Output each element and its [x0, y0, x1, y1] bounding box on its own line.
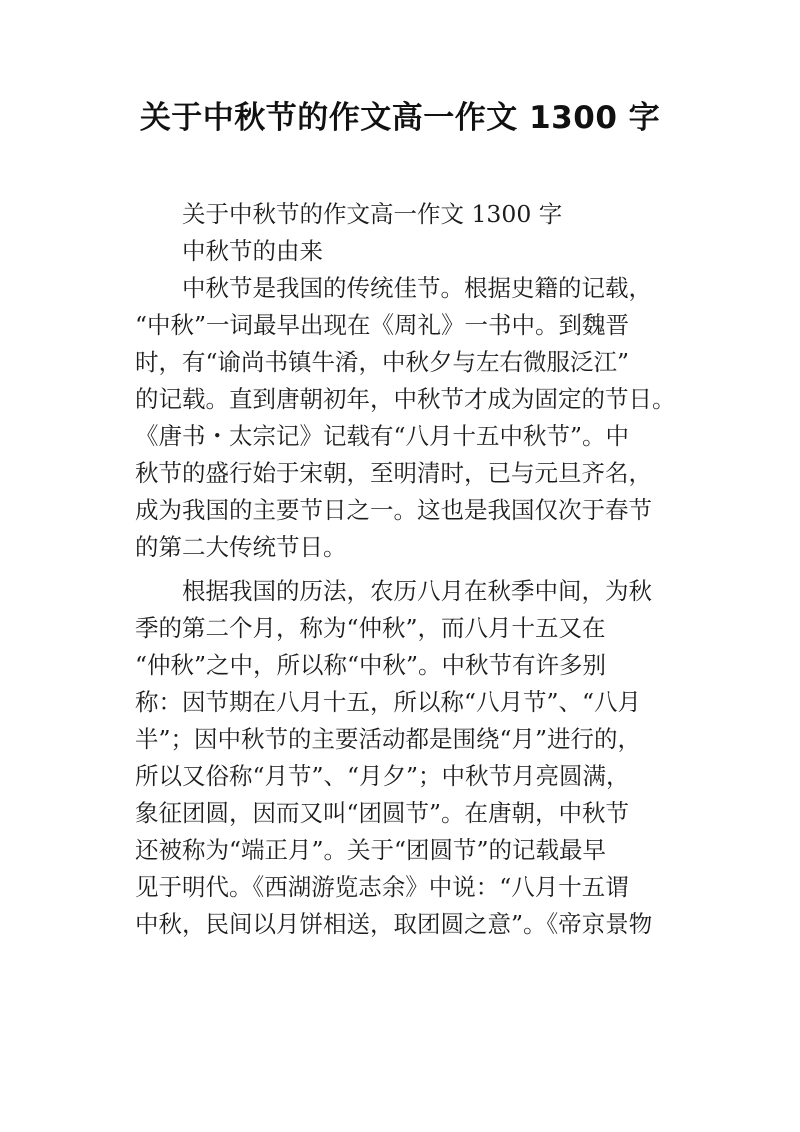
body-line: 见于明代。《西湖游览志余》中说：“八月十五谓 — [135, 873, 629, 901]
body-line: 关于中秋节的作文高一作文 1300 字 — [182, 200, 563, 228]
body-line: 成为我国的主要节日之一。这也是我国仅次于春节 — [135, 496, 652, 524]
body-line: 时，有“谕尚书镇牛淆，中秋夕与左右微服泛江” — [135, 348, 630, 376]
body-line: “中秋”一词最早出现在《周礼》一书中。到魏晋 — [135, 311, 630, 339]
document-body — [135, 196, 675, 943]
body-line: 半”；因中秋节的主要活动都是围绕“月”进行的， — [135, 725, 642, 753]
body-line: 称：因节期在八月十五，所以称“八月节”、“八月 — [135, 688, 642, 716]
body-line: 中秋，民间以月饼相送，取团圆之意”。《帝京景物 — [135, 910, 653, 938]
body-line: 所以又俗称“月节”、“月夕”；中秋节月亮圆满， — [135, 762, 630, 790]
document-title: 关于中秋节的作文高一作文 1300 字 — [139, 100, 661, 136]
body-line: 还被称为“端正月”。关于“团圆节”的记载最早 — [135, 836, 607, 864]
body-line: 象征团圆，因而又叫“团圆节”。在唐朝，中秋节 — [135, 799, 630, 827]
body-line: 的记载。直到唐朝初年，中秋节才成为固定的节日。 — [135, 385, 676, 413]
body-line: “仲秋”之中，所以称“中秋”。中秋节有许多别 — [135, 651, 607, 679]
body-line: 秋节的盛行始于宋朝，至明清时，已与元旦齐名， — [135, 459, 652, 487]
body-line: 的第二大传统节日。 — [135, 533, 347, 561]
body-line: 根据我国的历法，农历八月在秋季中间，为秋 — [182, 577, 652, 605]
body-line: 季的第二个月，称为“仲秋”，而八月十五又在 — [135, 614, 606, 642]
body-line: 中秋节的由来 — [182, 237, 323, 265]
body-line: 《唐书・太宗记》记载有“八月十五中秋节”。中 — [135, 422, 630, 450]
body-line: 中秋节是我国的传统佳节。根据史籍的记载， — [182, 274, 652, 302]
